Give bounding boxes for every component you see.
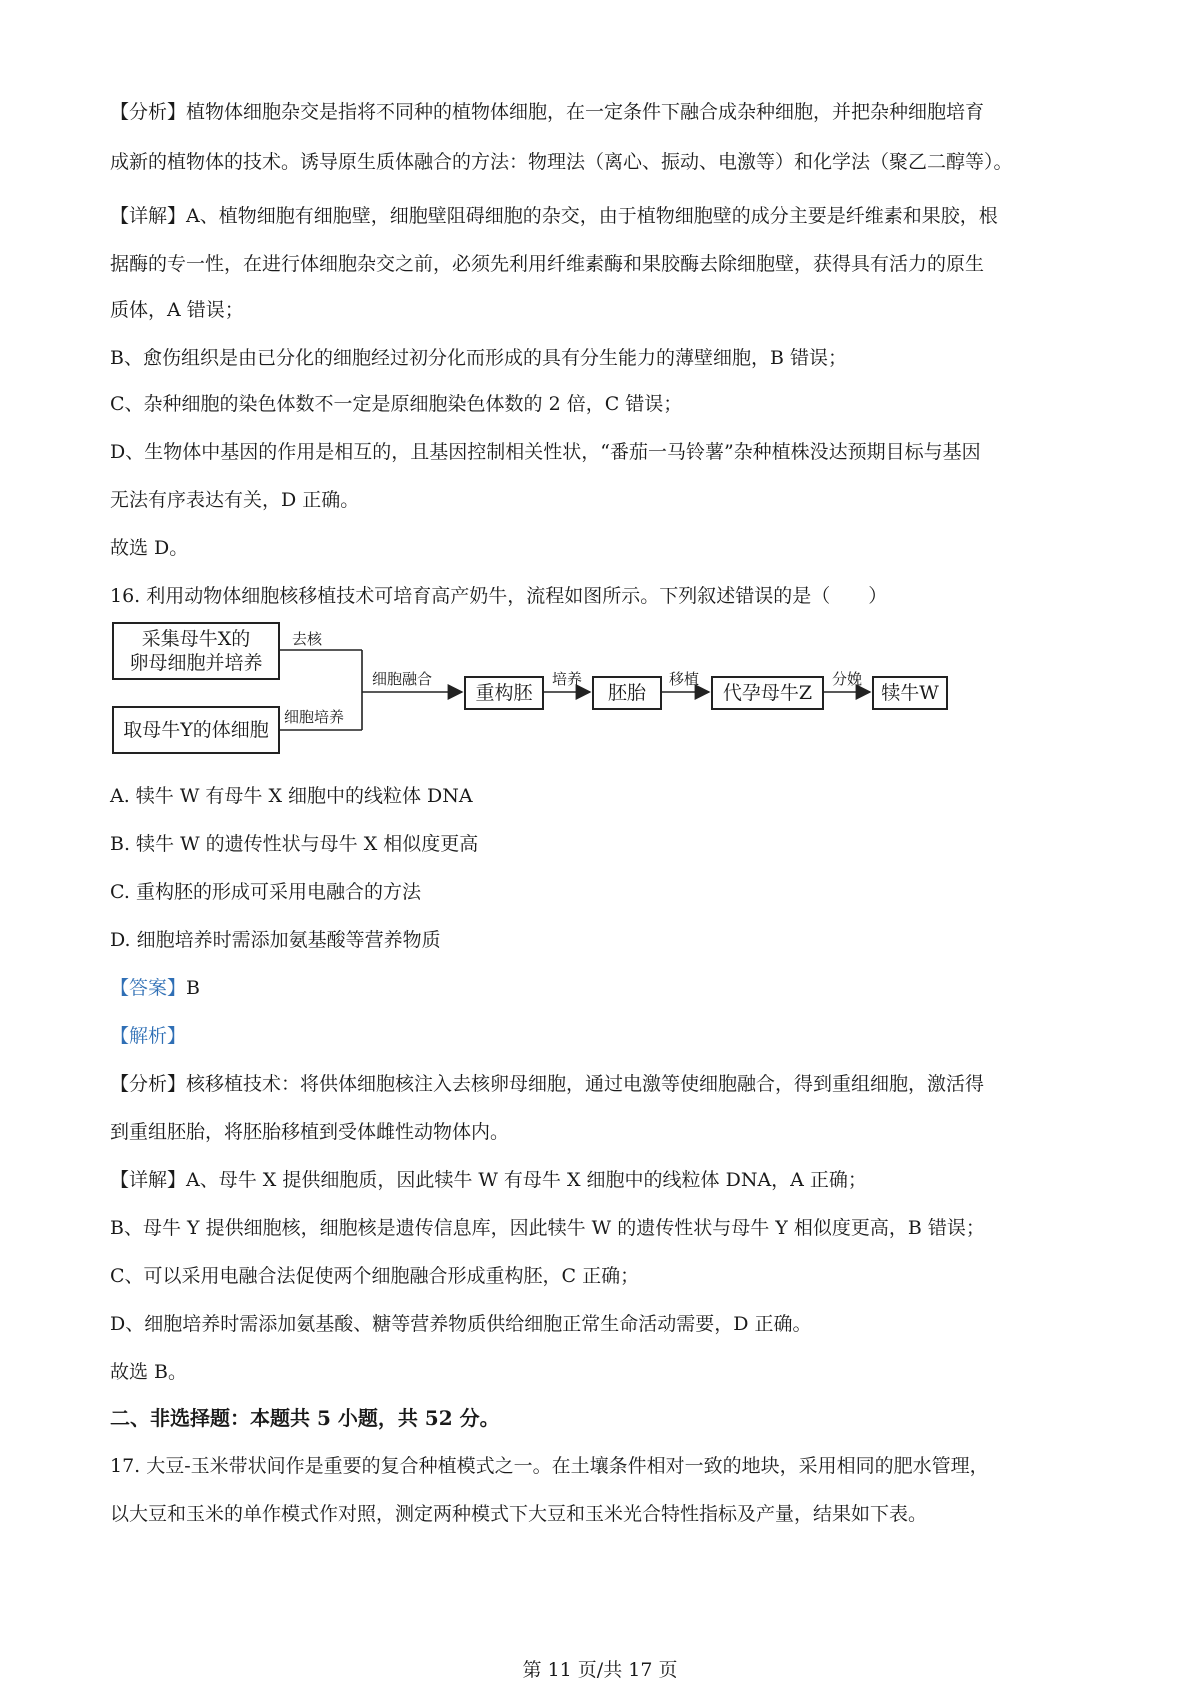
text-line: 故选 B。 — [110, 1361, 188, 1383]
question-16-stem: 16. 利用动物体细胞核移植技术可培育高产奶牛，流程如图所示。下列叙述错误的是（ ） — [110, 585, 888, 607]
box-collect-oocyte-cow-x — [112, 622, 280, 680]
text-line: B、愈伤组织是由已分化的细胞经过初分化而形成的具有分生能力的薄壁细胞，B 错误； — [110, 347, 847, 369]
box-surrogate-cow-z: 代孕母牛Z — [711, 676, 824, 710]
question-17-line: 以大豆和玉米的单作模式作对照，测定两种模式下大豆和玉米光合特性指标及产量，结果如下表。 — [110, 1503, 928, 1525]
answer-line — [110, 976, 1110, 1000]
text-line: 到重组胚胎，将胚胎移植到受体雌性动物体内。 — [110, 1121, 510, 1143]
box-reconstructed-embryo: 重构胚 — [464, 676, 544, 710]
analysis-label: 【解析】 — [110, 1025, 187, 1047]
page-footer: 第 11 页/共 17 页 — [522, 1659, 678, 1681]
text-line: 【分析】植物体细胞杂交是指将不同种的植物体细胞，在一定条件下融合成杂种细胞，并把杂种细胞培育 — [110, 101, 985, 123]
text-line: 质体，A 错误； — [110, 299, 244, 321]
text-line: 【详解】A、植物细胞有细胞壁，细胞壁阻碍细胞的杂交，由于植物细胞壁的成分主要是纤维素和果胶，根 — [110, 205, 998, 227]
box-calf-w: 犊牛W — [872, 676, 948, 710]
text-line: 【详解】A、母牛 X 提供细胞质，因此犊牛 W 有母牛 X 细胞中的线粒体 DNA，A 正确； — [110, 1169, 867, 1191]
label-transplant: 移植 — [669, 670, 700, 688]
label-culture: 培养 — [552, 670, 583, 688]
text-line: 故选 D。 — [110, 537, 189, 559]
nuclear-transfer-flow-diagram — [112, 618, 952, 758]
option-a: A. 犊牛 W 有母牛 X 细胞中的线粒体 DNA — [110, 785, 473, 807]
label-cell-culture: 细胞培养 — [284, 708, 345, 726]
box-somatic-cell-cow-y: 取母牛Y的体细胞 — [112, 706, 280, 754]
question-17-line: 17. 大豆-玉米带状间作是重要的复合种植模式之一。在土壤条件相对一致的地块，采用相同的肥水管理， — [110, 1455, 989, 1477]
box-x-line1: 采集母牛X的 — [141, 628, 251, 650]
text-line: 成新的植物体的技术。诱导原生质体融合的方法：物理法（离心、振动、电激等）和化学法（聚乙二醇等）。 — [110, 151, 1013, 173]
answer-value: B — [186, 977, 200, 999]
option-d: D. 细胞培养时需添加氨基酸等营养物质 — [110, 929, 441, 951]
text-line: C、可以采用电融合法促使两个细胞融合形成重构胚，C 正确； — [110, 1265, 640, 1287]
box-embryo: 胚胎 — [592, 676, 662, 710]
text-line: C、杂种细胞的染色体数不一定是原细胞染色体数的 2 倍，C 错误； — [110, 393, 683, 415]
text-line: 无法有序表达有关，D 正确。 — [110, 489, 360, 511]
answer-label: 【答案】 — [110, 977, 187, 999]
text-line: 据酶的专一性，在进行体细胞杂交之前，必须先利用纤维素酶和果胶酶去除细胞壁，获得具有活力的原生 — [110, 253, 985, 275]
label-enucleate: 去核 — [292, 630, 323, 648]
text-line: 【分析】核移植技术：将供体细胞核注入去核卵母细胞，通过电激等使细胞融合，得到重组细胞，激活得 — [110, 1073, 985, 1095]
label-calving: 分娩 — [832, 670, 863, 688]
section-heading: 二、非选择题：本题共 5 小题，共 52 分。 — [110, 1406, 500, 1430]
option-c: C. 重构胚的形成可采用电融合的方法 — [110, 881, 421, 903]
label-cell-fusion: 细胞融合 — [372, 670, 433, 688]
box-x-line2: 卵母细胞并培养 — [129, 652, 263, 674]
text-line: D、细胞培养时需添加氨基酸、糖等营养物质供给细胞正常生命活动需要，D 正确。 — [110, 1313, 812, 1335]
text-line: D、生物体中基因的作用是相互的，且基因控制相关性状，“番茄一马铃薯”杂种植株没达预期目标与基因 — [110, 441, 981, 463]
text-line: B、母牛 Y 提供细胞核，细胞核是遗传信息库，因此犊牛 W 的遗传性状与母牛 Y 相似度更高，B 错误； — [110, 1217, 985, 1239]
option-b: B. 犊牛 W 的遗传性状与母牛 X 相似度更高 — [110, 833, 479, 855]
